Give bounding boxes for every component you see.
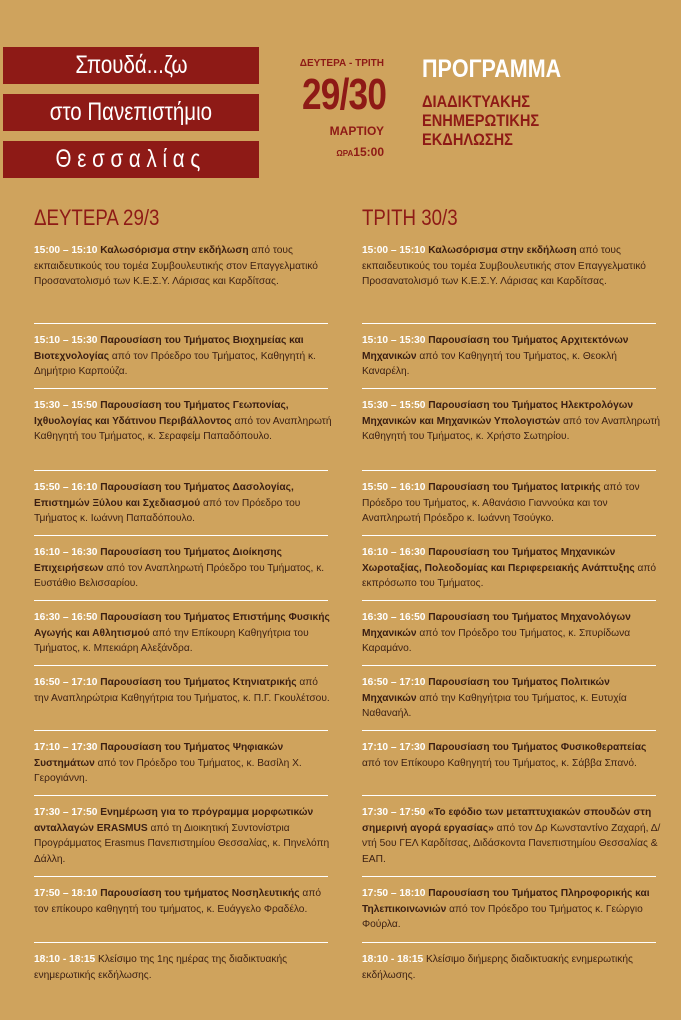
entry-time: 17:50 – 18:10 <box>362 888 426 899</box>
schedule-entry <box>34 675 334 706</box>
schedule-entry <box>362 740 662 771</box>
entry-divider <box>34 665 328 666</box>
hour-value: 15:00 <box>353 145 384 159</box>
entry-time: 17:50 – 18:10 <box>34 888 98 899</box>
entry-text: από τον Δρ Κωνσταντίνο Ζαχαρή, Δ/ντή 5ου ΓΕΛ Καρδίτσας, Διδάσκοντα Πανεπιστημίου Θεσσαλίας & ΕΑΠ. <box>362 822 661 865</box>
entry-time: 18:10 - 18:15 <box>34 954 96 965</box>
event-days: ΔΕΥΤΕΡΑ - ΤΡΙΤΗ <box>299 58 384 69</box>
entry-time: 16:10 – 16:30 <box>34 547 98 558</box>
entry-time: 15:30 – 15:50 <box>34 400 98 411</box>
entry-title: Παρουσίαση του Τμήματος Ψηφιακών Συστημάτων <box>34 742 284 769</box>
schedule-entry <box>362 805 662 867</box>
entry-title: Καλωσόρισμα στην εκδήλωση <box>425 245 577 256</box>
entry-time: 16:50 – 17:10 <box>362 677 426 688</box>
entry-text: από τον Πρόεδρο του Τμήματος, κ. Σπυρίδωνα Καραμάνο. <box>362 627 631 654</box>
hour-prefix: ΩΡΑ <box>336 149 354 158</box>
entry-text: από την Επίκουρη Καθηγήτρια του Τμήματος, κ. Μπεκιάρη Αλεξάνδρα. <box>34 627 309 654</box>
entry-divider <box>362 535 656 536</box>
entry-divider <box>362 942 656 943</box>
schedule-entry <box>34 545 334 592</box>
entry-title: Παρουσίαση του Τμήματος Επιστήμης Φυσικής Αγωγής και Αθλητισμού <box>34 612 330 639</box>
entry-text: από την Αναπληρώτρια Καθηγήτρια του Τμήματος, κ. Π.Γ. Γκουλέτσου. <box>34 677 330 704</box>
event-hour <box>336 145 384 159</box>
entry-divider <box>362 323 656 324</box>
date-block <box>278 0 384 170</box>
entry-divider <box>34 470 328 471</box>
schedule-entry <box>362 243 662 290</box>
entry-divider <box>362 876 656 877</box>
entry-text: από την Καθηγήτρια του Τμήματος, κ. Ευτυχία Ναθαναήλ. <box>362 692 627 719</box>
subtitle-line-2: ΕΝΗΜΕΡΩΤΙΚΗΣ <box>422 111 540 130</box>
entry-text: από τον επίκουρο καθηγητή του τμήματος, κ. Ευάγγελο Φραδέλο. <box>34 888 322 915</box>
entry-text: από τον Πρόεδρο του Τμήματος κ. Γεώργιο Φούρλα. <box>362 903 643 930</box>
entry-title: Παρουσίαση του Τμήματος Φυσικοθεραπείας <box>425 742 647 753</box>
schedule-entry <box>362 675 662 722</box>
entry-text: από τους εκπαιδευτικούς του τομέα Συμβουλευτικής στον Επαγγελματικό Προσανατολισμό των Κ.Ε.Σ.Υ. Λάρισας και Καρδίτσας. <box>34 245 318 287</box>
entry-time: 15:50 – 16:10 <box>362 482 426 493</box>
entry-text: από τον Πρόεδρο του Τμήματος, Καθηγητή κ. Δημήτριο Καρπούζα. <box>34 350 316 377</box>
entry-time: 17:30 – 17:50 <box>362 807 426 818</box>
entry-divider <box>362 730 656 731</box>
schedule-entry <box>34 398 334 445</box>
entry-text: από τον Επίκουρο Καθηγητή του Τμήματος, κ. Σάββα Σπανό. <box>362 757 637 769</box>
entry-divider <box>362 470 656 471</box>
entry-divider <box>34 876 328 877</box>
schedule-entry <box>34 333 334 380</box>
schedule-entry <box>34 805 334 867</box>
entry-text: από τον Πρόεδρο του Τμήματος, κ. Αθανάσιο Γιαννούκα και τον Αναπληρωτή Πρόεδρο κ. Ιωάννη Τσούγκο. <box>362 482 640 524</box>
subtitle-line-3: ΕΚΔΗΛΩΣΗΣ <box>422 130 513 149</box>
entry-time: 16:10 – 16:30 <box>362 547 426 558</box>
entry-title: Παρουσίαση του Τμήματος Διοίκησης Επιχειρήσεων <box>34 547 282 574</box>
entry-time: 16:30 – 16:50 <box>362 612 426 623</box>
entry-text: από τον Πρόεδρο του Τμήματος κ. Ιωάννη Παπαδόπουλο. <box>34 497 301 524</box>
entry-text: από εκπρόσωπο του Τμήματος. <box>362 562 657 589</box>
entry-text: από τον Καθηγητή του Τμήματος, κ. Θεοκλή Καναρέλη. <box>362 350 617 377</box>
entry-time: 17:10 – 17:30 <box>362 742 426 753</box>
tuesday-heading: ΤΡΙΤΗ 30/3 <box>362 205 458 230</box>
entry-divider <box>34 535 328 536</box>
schedule-entry <box>34 243 334 290</box>
entry-text: από τη Διοικητική Συντονίστρια Προγράμματος Erasmus Πανεπιστημίου Θεσσαλίας, κ. Πηνελόπη Δάλλη. <box>34 822 330 865</box>
entry-title: Παρουσίαση του Τμήματος Μηχανικών Χωροταξίας, Πολεοδομίας και Περιφερειακής Ανάπτυξης <box>362 547 635 574</box>
subtitle-line-1: ΔΙΑΔΙΚΤΥΑΚΗΣ <box>422 92 531 111</box>
event-dates: 29/30 <box>301 70 386 119</box>
title-line-3: Θεσσαλίας <box>3 141 259 178</box>
entry-text: από τον Αναπληρωτή Πρόεδρο του Τμήματος, κ. Ευστάθιο Βελισσαρίου. <box>34 562 325 589</box>
monday-heading: ΔΕΥΤΕΡΑ 29/3 <box>34 205 160 230</box>
entry-text: Κλείσιμο της 1ης ημέρας της διαδικτυακής ενημερωτικής εκδήλωσης. <box>34 954 288 981</box>
entry-text: από τον Αναπληρωτή Καθηγητή του Τμήματος, κ. Σεραφείμ Παπαδόπουλο. <box>34 415 332 442</box>
entry-divider <box>362 600 656 601</box>
entry-divider <box>34 942 328 943</box>
entry-time: 15:10 – 15:30 <box>362 335 426 346</box>
schedule-entry <box>34 952 334 983</box>
entry-divider <box>34 388 328 389</box>
entry-divider <box>362 795 656 796</box>
entry-divider <box>34 730 328 731</box>
entry-divider <box>362 388 656 389</box>
entry-title: Παρουσίαση του Τμήματος Ηλεκτρολόγων Μηχανικών και Μηχανικών Υπολογιστών <box>362 400 634 427</box>
title-line-1: Σπουδά...ζω <box>3 47 259 84</box>
schedule-entry <box>362 952 662 983</box>
entry-title: Παρουσίαση του Τμήματος Γεωπονίας, Ιχθυολογίας και Υδάτινου Περιβάλλοντος <box>34 400 289 427</box>
entry-time: 15:30 – 15:50 <box>362 400 426 411</box>
schedule-entry <box>34 610 334 657</box>
entry-title: Παρουσίαση του Τμήματος Πολιτικών Μηχανικών <box>362 677 610 704</box>
entry-divider <box>34 795 328 796</box>
event-month: ΜΑΡΤΙΟΥ <box>329 124 384 138</box>
schedule-entry <box>362 480 662 527</box>
entry-title: Παρουσίαση του Τμήματος Μηχανολόγων Μηχανικών <box>362 612 631 639</box>
entry-text: από τον Αναπληρωτή Καθηγητή του Τμήματος, κ. Χρήστο Σωτηρίου. <box>362 415 661 442</box>
entry-title: «Το εφόδιο των μεταπτυχιακών σπουδών στη σημερινή αγορά εργασίας» <box>362 807 652 834</box>
entry-title: Παρουσίαση του Τμήματος Δασολογίας, Επιστημών Ξύλου και Σχεδιασμού <box>34 482 294 509</box>
entry-title: Παρουσίαση του Τμήματος Βιοχημείας και Βιοτεχνολογίας <box>34 335 304 362</box>
entry-time: 16:50 – 17:10 <box>34 677 98 688</box>
entry-title: Παρουσίαση του Τμήματος Αρχιτεκτόνων Μηχανικών <box>362 335 629 362</box>
schedule-entry <box>34 480 334 527</box>
schedule-entry <box>362 610 662 657</box>
schedule-entry <box>362 398 662 445</box>
entry-title: Καλωσόρισμα στην εκδήλωση <box>97 245 249 256</box>
schedule-entry <box>362 333 662 380</box>
entry-time: 16:30 – 16:50 <box>34 612 98 623</box>
schedule-entry <box>362 886 662 933</box>
title-line-2: στο Πανεπιστήμιο <box>3 94 259 131</box>
entry-divider <box>362 665 656 666</box>
entry-time: 15:00 – 15:10 <box>362 245 426 256</box>
entry-title: Ενημέρωση για το πρόγραμμα μορφωτικών ανταλλαγών ERASMUS <box>34 807 314 834</box>
entry-time: 15:50 – 16:10 <box>34 482 98 493</box>
entry-text: από τον Πρόεδρο του Τμήματος, κ. Βασίλη Χ. Γερογιάννη. <box>34 757 302 784</box>
entry-text: από τους εκπαιδευτικούς του τομέα Συμβουλευτικής στον Επαγγελματικό Προσανατολισμό των Κ.Ε.Σ.Υ. Λάρισας και Καρδίτσας. <box>362 245 646 287</box>
entry-time: 17:10 – 17:30 <box>34 742 98 753</box>
entry-time: 15:10 – 15:30 <box>34 335 98 346</box>
entry-time: 15:00 – 15:10 <box>34 245 98 256</box>
program-title: ΠΡΟΓΡΑΜΜΑ <box>422 55 562 83</box>
entry-time: 17:30 – 17:50 <box>34 807 98 818</box>
schedule-entry <box>34 740 334 787</box>
entry-text: Κλείσιμο διήμερης διαδικτυακής ενημερωτικής εκδήλωσης. <box>362 954 633 981</box>
entry-title: Παρουσίαση του Τμήματος Ιατρικής <box>425 482 601 493</box>
event-subtitle <box>422 92 539 149</box>
entry-divider <box>34 323 328 324</box>
entry-divider <box>34 600 328 601</box>
entry-time: 18:10 - 18:15 <box>362 954 424 965</box>
schedule-entry <box>362 545 662 592</box>
schedule-entry <box>34 886 334 917</box>
entry-title: Παρουσίαση του Τμήματος Κτηνιατρικής <box>97 677 297 688</box>
entry-title: Παρουσίαση του Τμήματος Πληροφορικής και Τηλεπικοινωνιών <box>362 888 650 915</box>
entry-title: Παρουσίαση του τμήματος Νοσηλευτικής <box>97 888 300 899</box>
